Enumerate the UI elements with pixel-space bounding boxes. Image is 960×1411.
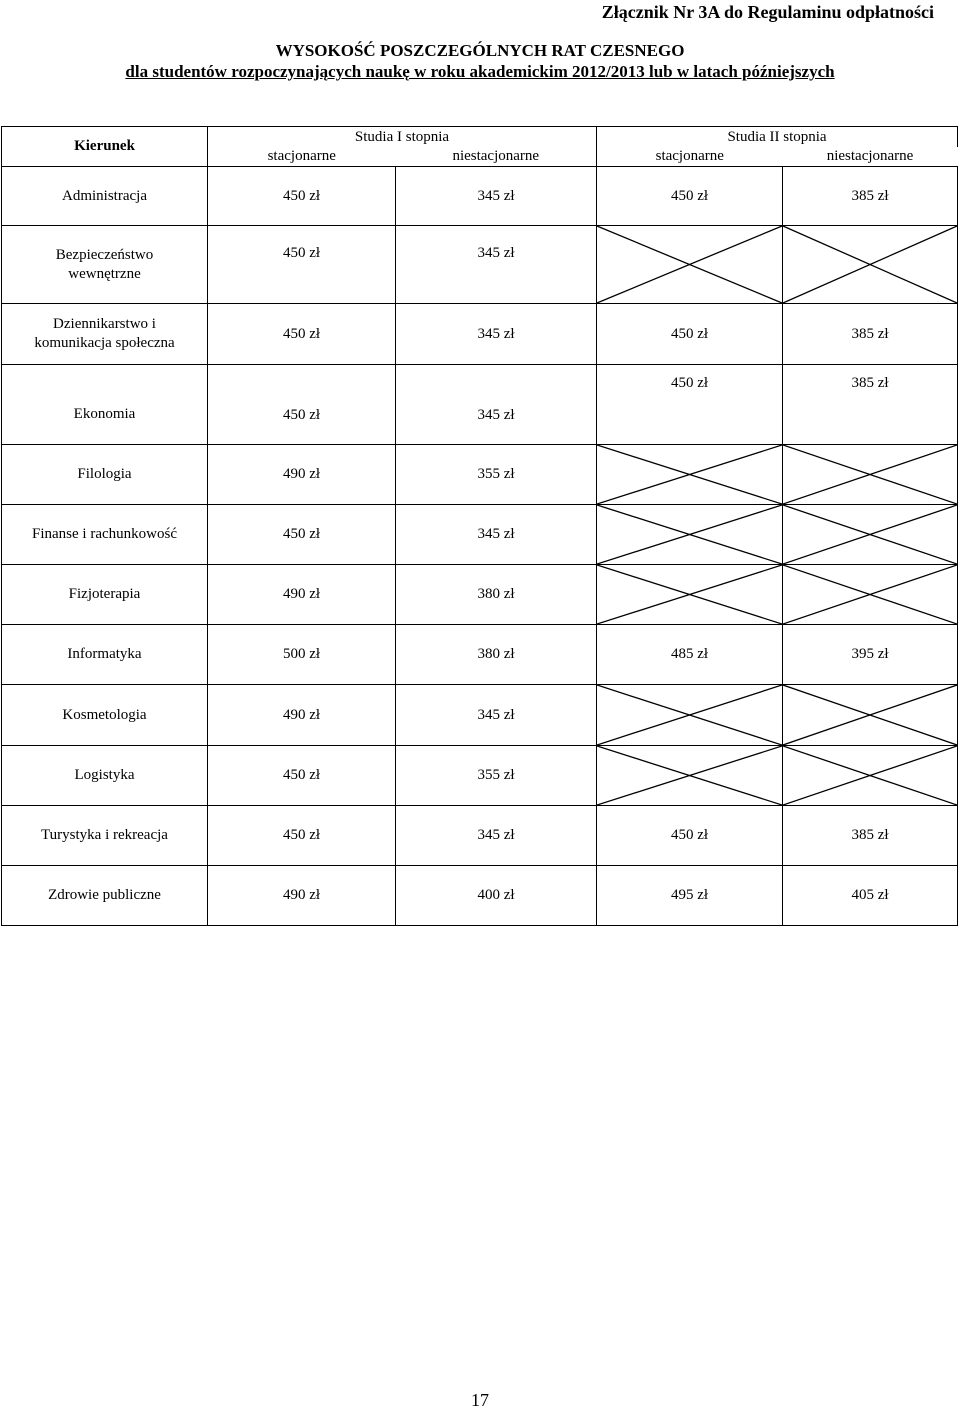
cross-mark (597, 226, 782, 303)
table-row (2, 304, 958, 365)
header-level1-full-time: stacjonarne (208, 147, 396, 167)
cross-mark (597, 685, 782, 745)
not-offered-cell (597, 685, 783, 746)
level1-full-time-fee: 450 zł (208, 806, 396, 866)
level1-full-time-fee: 450 zł (208, 365, 396, 445)
level2-part-time-fee: 385 zł (783, 806, 958, 866)
level1-part-time-fee: 345 zł (396, 685, 597, 746)
fee-table (1, 126, 958, 926)
level1-part-time-fee: 355 zł (396, 746, 597, 806)
table-row (2, 746, 958, 806)
level2-full-time-fee: 485 zł (597, 625, 783, 685)
cross-mark (783, 565, 957, 624)
table-row (2, 167, 958, 226)
table-row (2, 445, 958, 505)
level2-full-time-fee: 450 zł (597, 167, 783, 226)
level1-part-time-fee: 345 zł (396, 304, 597, 365)
program-name: Ekonomia (2, 365, 208, 445)
program-name: Informatyka (2, 625, 208, 685)
level1-full-time-fee: 490 zł (208, 866, 396, 926)
program-name: Filologia (2, 445, 208, 505)
cross-mark (597, 505, 782, 564)
level1-part-time-fee: 345 zł (396, 505, 597, 565)
cross-mark (783, 685, 957, 745)
header-level2-full-time: stacjonarne (597, 147, 783, 167)
level1-part-time-fee: 400 zł (396, 866, 597, 926)
cross-mark (783, 226, 957, 303)
not-offered-cell (597, 746, 783, 806)
level1-full-time-fee: 450 zł (208, 746, 396, 806)
cross-mark (597, 445, 782, 504)
level1-part-time-fee: 345 zł (396, 226, 597, 304)
table-row (2, 565, 958, 625)
table-row (2, 625, 958, 685)
table-row (2, 866, 958, 926)
document-heading (0, 40, 960, 82)
level2-part-time-fee: 405 zł (783, 866, 958, 926)
program-name: Dziennikarstwo i komunikacja społeczna (2, 304, 208, 365)
level1-full-time-fee: 450 zł (208, 226, 396, 304)
document-title: WYSOKOŚĆ POSZCZEGÓLNYCH RAT CZESNEGO (275, 41, 685, 60)
not-offered-cell (597, 445, 783, 505)
program-name: Kosmetologia (2, 685, 208, 746)
table-row (2, 685, 958, 746)
level1-full-time-fee: 490 zł (208, 445, 396, 505)
level2-part-time-fee: 395 zł (783, 625, 958, 685)
table-row (2, 365, 958, 445)
level1-part-time-fee: 380 zł (396, 625, 597, 685)
level1-part-time-fee: 380 zł (396, 565, 597, 625)
level2-part-time-fee: 385 zł (783, 167, 958, 226)
level2-full-time-fee: 495 zł (597, 866, 783, 926)
header-level1-part-time: niestacjonarne (396, 147, 597, 167)
header-level2-part-time: niestacjonarne (783, 147, 958, 167)
cross-mark (783, 445, 957, 504)
header-row-levels (2, 127, 958, 148)
program-name: Administracja (2, 167, 208, 226)
page-number: 17 (471, 1390, 489, 1410)
not-offered-cell (783, 746, 958, 806)
annex-label: Złącznik Nr 3A do Regulaminu odpłatności (601, 2, 934, 22)
not-offered-cell (597, 505, 783, 565)
level1-full-time-fee: 450 zł (208, 167, 396, 226)
level1-part-time-fee: 355 zł (396, 445, 597, 505)
program-name: Bezpieczeństwo wewnętrzne (2, 226, 208, 304)
table-row (2, 505, 958, 565)
not-offered-cell (783, 226, 958, 304)
level2-full-time-fee: 450 zł (597, 304, 783, 365)
level1-full-time-fee: 490 zł (208, 565, 396, 625)
program-name: Fizjoterapia (2, 565, 208, 625)
not-offered-cell (597, 226, 783, 304)
level2-part-time-fee: 385 zł (783, 304, 958, 365)
level1-part-time-fee: 345 zł (396, 167, 597, 226)
not-offered-cell (783, 505, 958, 565)
level2-part-time-fee: 385 zł (783, 365, 958, 445)
header-kierunek: Kierunek (2, 127, 208, 167)
level1-part-time-fee: 345 zł (396, 365, 597, 445)
level1-full-time-fee: 450 zł (208, 505, 396, 565)
cross-mark (597, 746, 782, 805)
level2-full-time-fee: 450 zł (597, 806, 783, 866)
document-subtitle: dla studentów rozpoczynających naukę w roku akademickim 2012/2013 lub w latach późniejszych (125, 62, 835, 81)
not-offered-cell (783, 445, 958, 505)
level1-full-time-fee: 490 zł (208, 685, 396, 746)
cross-mark (597, 565, 782, 624)
level1-part-time-fee: 345 zł (396, 806, 597, 866)
table-row (2, 226, 958, 304)
level2-full-time-fee: 450 zł (597, 365, 783, 445)
table-row (2, 806, 958, 866)
not-offered-cell (783, 565, 958, 625)
program-name: Turystyka i rekreacja (2, 806, 208, 866)
level1-full-time-fee: 450 zł (208, 304, 396, 365)
cross-mark (783, 746, 957, 805)
header-level-2: Studia II stopnia (597, 127, 958, 148)
program-name: Zdrowie publiczne (2, 866, 208, 926)
cross-mark (783, 505, 957, 564)
program-name: Finanse i rachunkowość (2, 505, 208, 565)
program-name: Logistyka (2, 746, 208, 806)
not-offered-cell (597, 565, 783, 625)
level1-full-time-fee: 500 zł (208, 625, 396, 685)
header-level-1: Studia I stopnia (208, 127, 597, 148)
not-offered-cell (783, 685, 958, 746)
